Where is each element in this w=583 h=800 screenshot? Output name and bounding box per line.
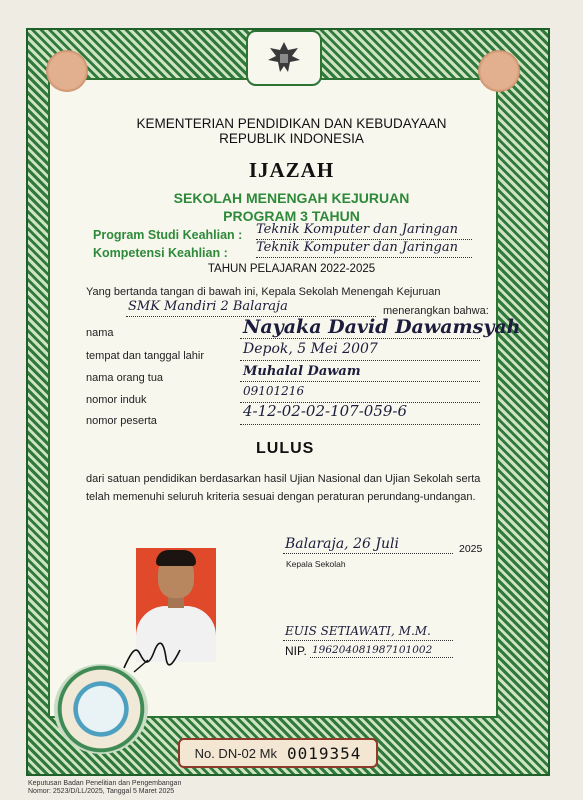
statement-line-2: telah memenuhi seluruh kriteria sesuai dengan peraturan perundang-undangan.: [86, 491, 476, 503]
field-line-ortu: [240, 381, 480, 382]
place-date-line: [283, 553, 453, 554]
serial-number-box: [178, 738, 378, 768]
intro-suffix: menerangkan bahwa:: [383, 305, 489, 317]
official-seal-icon: [54, 664, 148, 754]
field-value-ortu: Muhalal Dawam: [243, 364, 361, 379]
school-type: SEKOLAH MENENGAH KEJURUAN: [173, 190, 410, 206]
ministry-line-1: KEMENTERIAN PENDIDIKAN DAN KEBUDAYAAN: [136, 116, 447, 131]
nip-label: NIP.: [285, 644, 307, 658]
field-line-ttl: [240, 360, 480, 361]
field-value-ttl: Depok, 5 Mei 2007: [243, 341, 378, 357]
field-value-induk: 09101216: [243, 384, 305, 398]
field-label-ortu: nama orang tua: [86, 372, 164, 384]
signature-year: 2025: [459, 543, 483, 555]
signature-place-date: Balaraja, 26 Juli: [285, 536, 399, 552]
document-title: IJAZAH: [248, 158, 335, 182]
school-name: SMK Mandiri 2 Balaraja: [128, 299, 288, 314]
headmaster-name: EUIS SETIAWATI, M.M.: [285, 624, 431, 638]
kompetensi-value: Teknik Komputer dan Jaringan: [256, 240, 458, 255]
nip-value: 196204081987101002: [312, 644, 433, 656]
field-label-ttl: tempat dan tanggal lahir: [86, 350, 205, 362]
corner-ornament-top-right: [478, 50, 520, 92]
garuda-emblem-icon: [246, 30, 322, 86]
footer-line-1: Keputusan Badan Penelitian dan Pengembangan: [28, 780, 182, 787]
field-label-peserta: nomor peserta: [86, 415, 157, 427]
corner-ornament-top-left: [46, 50, 88, 92]
headmaster-name-line: [283, 640, 453, 641]
academic-year: TAHUN PELAJARAN 2022-2025: [207, 263, 376, 275]
kompetensi-line: [256, 257, 472, 258]
statement-line-1: dari satuan pendidikan berdasarkan hasil Ujian Nasional dan Ujian Sekolah serta: [86, 473, 481, 485]
intro-line: Yang bertanda tangan di bawah ini, Kepala Sekolah Menengah Kejuruan: [86, 286, 441, 298]
kompetensi-label: Kompetensi Keahlian :: [93, 246, 228, 260]
result-status: LULUS: [256, 440, 315, 457]
field-line-peserta: [240, 424, 480, 425]
field-line-nama: [240, 338, 480, 339]
field-label-induk: nomor induk: [86, 394, 147, 406]
serial-label: No. DN-02 Mk: [194, 745, 277, 761]
ministry-line-2: REPUBLIK INDONESIA: [219, 131, 364, 146]
nip-line: [310, 657, 453, 658]
field-value-nama: Nayaka David Dawamsyah: [243, 316, 521, 338]
footer-line-2: Nomor: 2523/D/LL/2025, Tanggal 5 Maret 2025: [28, 788, 175, 795]
signature-role: Kepala Sekolah: [286, 559, 346, 569]
serial-number: 0019354: [286, 743, 362, 763]
student-signature-icon: [118, 628, 188, 678]
field-value-peserta: 4-12-02-02-107-059-6: [243, 402, 408, 420]
program-duration: PROGRAM 3 TAHUN: [223, 208, 360, 224]
field-label-nama: nama: [86, 327, 114, 339]
program-studi-label: Program Studi Keahlian :: [93, 228, 243, 242]
program-studi-value: Teknik Komputer dan Jaringan: [256, 222, 458, 237]
